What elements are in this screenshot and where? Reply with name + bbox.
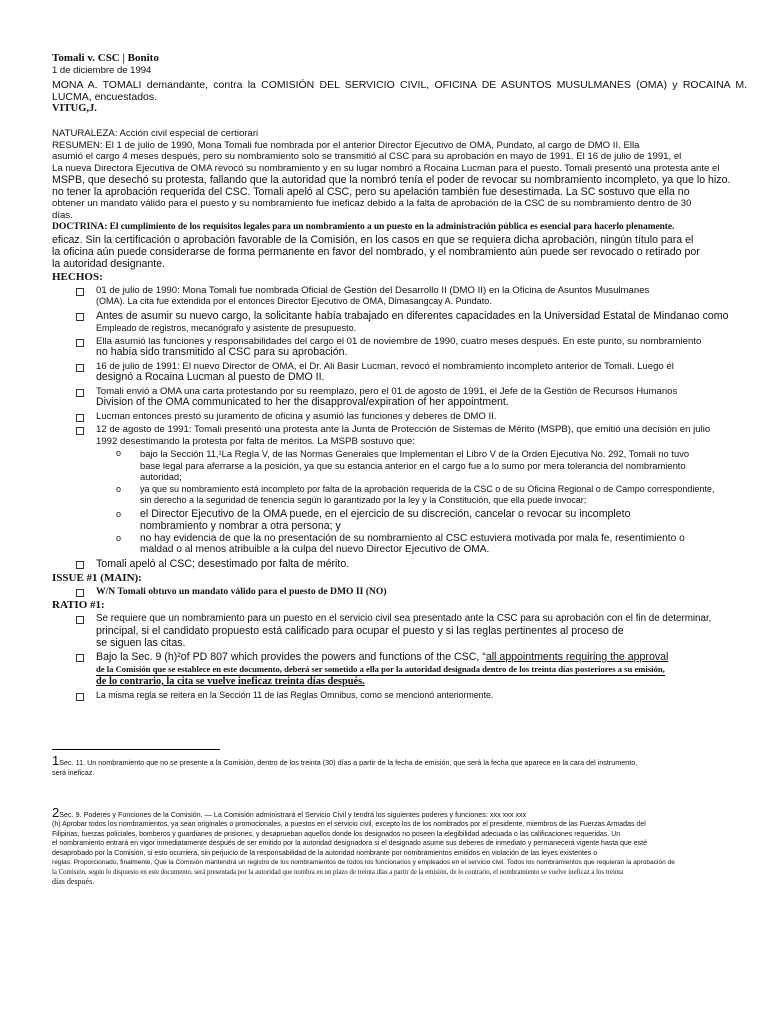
list-item-line: se siguen las citas. [96, 637, 186, 649]
footnote-text: desaprobado por la Comisión, si esto ocurriera, sin perjuicio de la responsabilidad de la autoridad nombrante por nombramientos emitidos en violación de las leyes existentes o [52, 849, 598, 857]
list-item-line: principal, si el candidato propuesto está calificado para ocupar el puesto y si las reglas pertinentes al proceso de [96, 625, 624, 637]
footnote-number: 1 [52, 753, 60, 768]
sub-list-item-line: sin derecho a la seguridad de tenencia según lo garantizado por la ley y la Constitución, que ella puede invocar; [140, 495, 587, 505]
list-item-line: Se requiere que un nombramiento para un puesto en el servicio civil sea presentado ante la CSC para su aprobación con el fin de determinar, [96, 613, 712, 624]
list-item [76, 651, 747, 688]
footnote-text: Sec. 11. Un nombramiento que no se presente a la Comisión, dentro de los treinta (30) días a partir de la fecha de emisión, que será la fecha que aparece en la cara del instrumento, [59, 758, 638, 767]
list-item [76, 558, 747, 570]
footnote-text: será ineficaz. [52, 768, 95, 777]
sub-list-item-line: nombramiento y nombrar a otra persona; y [140, 519, 341, 532]
footnote-text: días después. [52, 877, 95, 886]
resumen-line: asumió el cargo 4 meses después, pero su nombramiento solo se transmitió al CSC para su aprobación en mayo de 1991. El 16 de julio de 1991, el [52, 151, 682, 162]
list-item-line: 12 de agosto de 1991: Tomali presentó una protesta ante la Junta de Protección de Sistemas de Mérito (MSPB), que emitió una decisión en julio [96, 424, 711, 435]
sub-list-item-line: o no hay evidencia de que la no presentación de su nombramiento al CSC estuviera motivada por mala fe, resentimiento o [140, 532, 685, 544]
footnote-text: reglas: Proporcionado, finalmente, Que la Comisión mantendrá un registro de los nombramientos de todos los funcionarios y empleados en el servicio civil. Todos los nombramientos que requieran la aprobación de [52, 859, 675, 866]
footnote-2 [52, 805, 764, 887]
list-item-line: 01 de julio de 1990: Mona Tomali fue nombrada Oficial de Gestión del Desarrollo II (DMO II) en la Oficina de Asuntos Musulmanes [96, 284, 650, 296]
sub-list-item-line: o el Director Ejecutivo de la OMA puede, en el ejercicio de su discreción, cancelar o revocar su incompleto [140, 507, 631, 520]
doctrina-line: la autoridad designante. [52, 257, 166, 270]
resumen-line: días. [52, 209, 73, 221]
case-parties: MONA A. TOMALI demandante, contra la COMISIÓN DEL SERVICIO CIVIL, OFICINA DE ASUNTOS MUSULMANES (OMA) y ROCAINA M. LUCMA, encuestados. [52, 79, 747, 103]
sub-list-item [116, 448, 747, 483]
footnote-number: 2 [52, 805, 60, 820]
doctrina-text: : El cumplimiento de los requisitos legales para un nombramiento a un puesto en la administración pública es esencial para hacerlo plenamente. [104, 222, 675, 232]
issue-heading: ISSUE #1 (MAIN): [52, 571, 142, 584]
list-item-line: Division of the OMA communicated to her the disapproval/expiration of her appointment. [96, 396, 509, 408]
resumen-line: obtener un mandato válido para el puesto y su nombramiento fue ineficaz debido a la falta de aprobación de la CSC de su nombramiento dentro de 30 [52, 198, 692, 209]
list-item [76, 613, 747, 649]
resumen-line: La nueva Directora Ejecutiva de OMA revocó su nombramiento y en su lugar nombró a Rocaina Lucman para el puesto. Tomali presentó una protesta ante el [52, 162, 720, 174]
list-item-line: 16 de julio de 1991: El nuevo Director de OMA, el Dr. Ali Basir Lucman, revocó el nombramiento incompleto anterior de Tomali. Luego él [96, 360, 674, 372]
list-item [76, 690, 747, 702]
sub-list-item-line: autoridad; [140, 471, 182, 482]
sub-list-item-line: o ya que su nombramiento está incompleto por falta de la aprobación requerida de la CSC o de su Oficina Regional o de Campo correspondiente, [140, 483, 715, 494]
resumen [52, 140, 747, 222]
issue-list [52, 586, 747, 598]
list-item-line [96, 651, 747, 663]
resumen-line: MSPB, que desechó su protesta, fallando que la autoridad que la nombró tenía el poder de revocar su nombramiento incompleto, ya que lo hizo. [52, 174, 731, 186]
list-item-line: (OMA). La cita fue extendida por el entonces Director Ejecutivo de OMA, Dimasangcay A. Pundato. [96, 296, 492, 306]
issue-text: W/N Tomali obtuvo un mandato válido para el puesto de DMO II (NO) [96, 585, 387, 597]
resumen-line: no tener la aprobación requerida del CSC. Tomali apeló al CSC, pero su apelación también fue desestimada. La SC sostuvo que ella no [52, 186, 690, 198]
footnote-1 [52, 753, 747, 778]
list-item [76, 336, 747, 359]
sub-list-item [116, 484, 747, 507]
footnote-text: la Comisión, según lo dispuesto en este documento, será presentada por la autoridad que nombra en un plazo de treinta días a partir de la emisión, de lo contrario, el nombramiento se vuelve ineficaz a los treinta [52, 868, 624, 876]
quoted-rule: de lo contrario, la cita se vuelve ineficaz treinta días después. [96, 676, 365, 687]
quoted-rule: de la Comisión que se establece en este documento, deberá ser sometido a ella por la autoridad designada dentro de los treinta días posteriores a su emisión, [96, 664, 665, 674]
ratio-list [52, 613, 747, 702]
doctrina [52, 221, 747, 234]
list-item [76, 586, 747, 598]
case-title: Tomali v. CSC | Bonito [52, 52, 159, 64]
list-item-line: Lucman entonces prestó su juramento de oficina y asumió las funciones y deberes de DMO II. [96, 410, 497, 422]
sub-list-item-line: maldad o al menos atribuible a la culpa del nuevo Director Ejecutivo de OMA. [140, 544, 490, 555]
list-item-line: 1992 desestimando la protesta por falta de méritos. La MSPB sostuvo que: [96, 435, 415, 447]
footnote-text: Sec. 9. Poderes y Funciones de la Comisión. — La Comisión administrará el Servicio Civil y tendrá los siguientes poderes y funciones: xxx xxx xxx [59, 810, 527, 819]
sub-list-item-line: o bajo la Sección 11,¹La Regla V, de las Normas Generales que Implementan el Libro V de la Orden Ejecutiva No. 292, Tomali no tuvo [140, 448, 690, 459]
list-item [76, 386, 747, 409]
list-item-line: designó a Rocaina Lucman al puesto de DMO II. [96, 371, 325, 383]
list-item-line: Tomali apeló al CSC; desestimado por falta de mérito. [96, 557, 350, 570]
ratio-text: Bajo la Sec. 9 (h)²of PD 807 which provides the powers and functions of the CSC, “ [96, 651, 486, 663]
list-item-line: Empleado de registros, mecanógrafo y asistente de presupuesto. [96, 322, 357, 333]
list-item [76, 424, 747, 556]
list-item-line: Ella asumió las funciones y responsabilidades del cargo el 01 de noviembre de 1990, cuatro meses después. En este punto, su nombramiento [96, 335, 702, 347]
sub-list-item-line: base legal para aferrarse a la posición, ya que su estancia anterior en el cargo fue a lo sumo por mera tolerancia del nombramiento [140, 459, 686, 471]
sub-list-item [116, 533, 747, 556]
sub-list-item [116, 508, 747, 532]
list-item-line: no había sido transmitido al CSC para su aprobación. [96, 346, 348, 358]
footnote-text: el nombramiento entrará en vigor inmediatamente después de ser emitido por la autoridad designadora si el designado asume sus deberes de inmediato y permanecerá vigente hasta que esté [52, 840, 647, 847]
list-item [76, 310, 747, 334]
case-date: 1 de diciembre de 1994 [52, 65, 152, 76]
list-item-line: Tomali envió a OMA una carta protestando por su reemplazo, pero el 01 de agosto de 1991, el Jefe de la Gestión de Recursos Humanos [96, 385, 678, 397]
list-item [76, 285, 747, 308]
footnote-text: Filipinas, fuerzas policiales, bomberos y guardianes de prisiones, y desaprueban aquellos donde los designados no poseen la elegibilidad adecuada o las calificaciones requeridas. Un [52, 830, 621, 838]
footnote-separator [52, 749, 220, 750]
hechos-list [52, 285, 747, 570]
hechos-heading: HECHOS: [52, 270, 103, 283]
list-item [76, 361, 747, 384]
resumen-line: RESUMEN: El 1 de julio de 1990, Mona Tomali fue nombrada por el anterior Director Ejecutivo de OMA, Pundato, al cargo de DMO II. Ella [52, 139, 640, 151]
doctrina-label: DOCTRINA [52, 221, 105, 232]
mspb-holdings [96, 448, 747, 556]
quoted-rule: all appointments requiring the approval [485, 651, 669, 663]
doctrina-line: eficaz. Sin la certificación o aprobación favorable de la Comisión, en los casos en que se requiera dicha aprobación, ningún título para el [52, 233, 694, 246]
document-page [52, 52, 747, 704]
naturaleza: NATURALEZA: Acción civil especial de certiorari [52, 128, 259, 139]
list-item-line: Antes de asumir su nuevo cargo, la solicitante había trabajado en diferentes capacidades en la Universidad Estatal de Mindanao como [96, 309, 729, 322]
ponente: VITUG,J. [52, 103, 97, 114]
doctrina-line: la oficina aún puede considerarse de forma permanente en favor del nombrado, y el nombramiento aún puede ser revocado o retirado por [52, 245, 700, 258]
list-item [76, 411, 747, 423]
list-item-line: La misma regla se reitera en la Sección 11 de las Reglas Omnibus, como se mencionó anteriormente. [96, 690, 494, 700]
ratio-heading: RATIO #1: [52, 599, 105, 611]
footnote-text: (h) Aprobar todos los nombramientos, ya sean originales o promocionales, a puestos en el servicio civil, excepto los de los nombrados por el presidente, miembros de las Fuerzas Armadas del [52, 821, 646, 828]
